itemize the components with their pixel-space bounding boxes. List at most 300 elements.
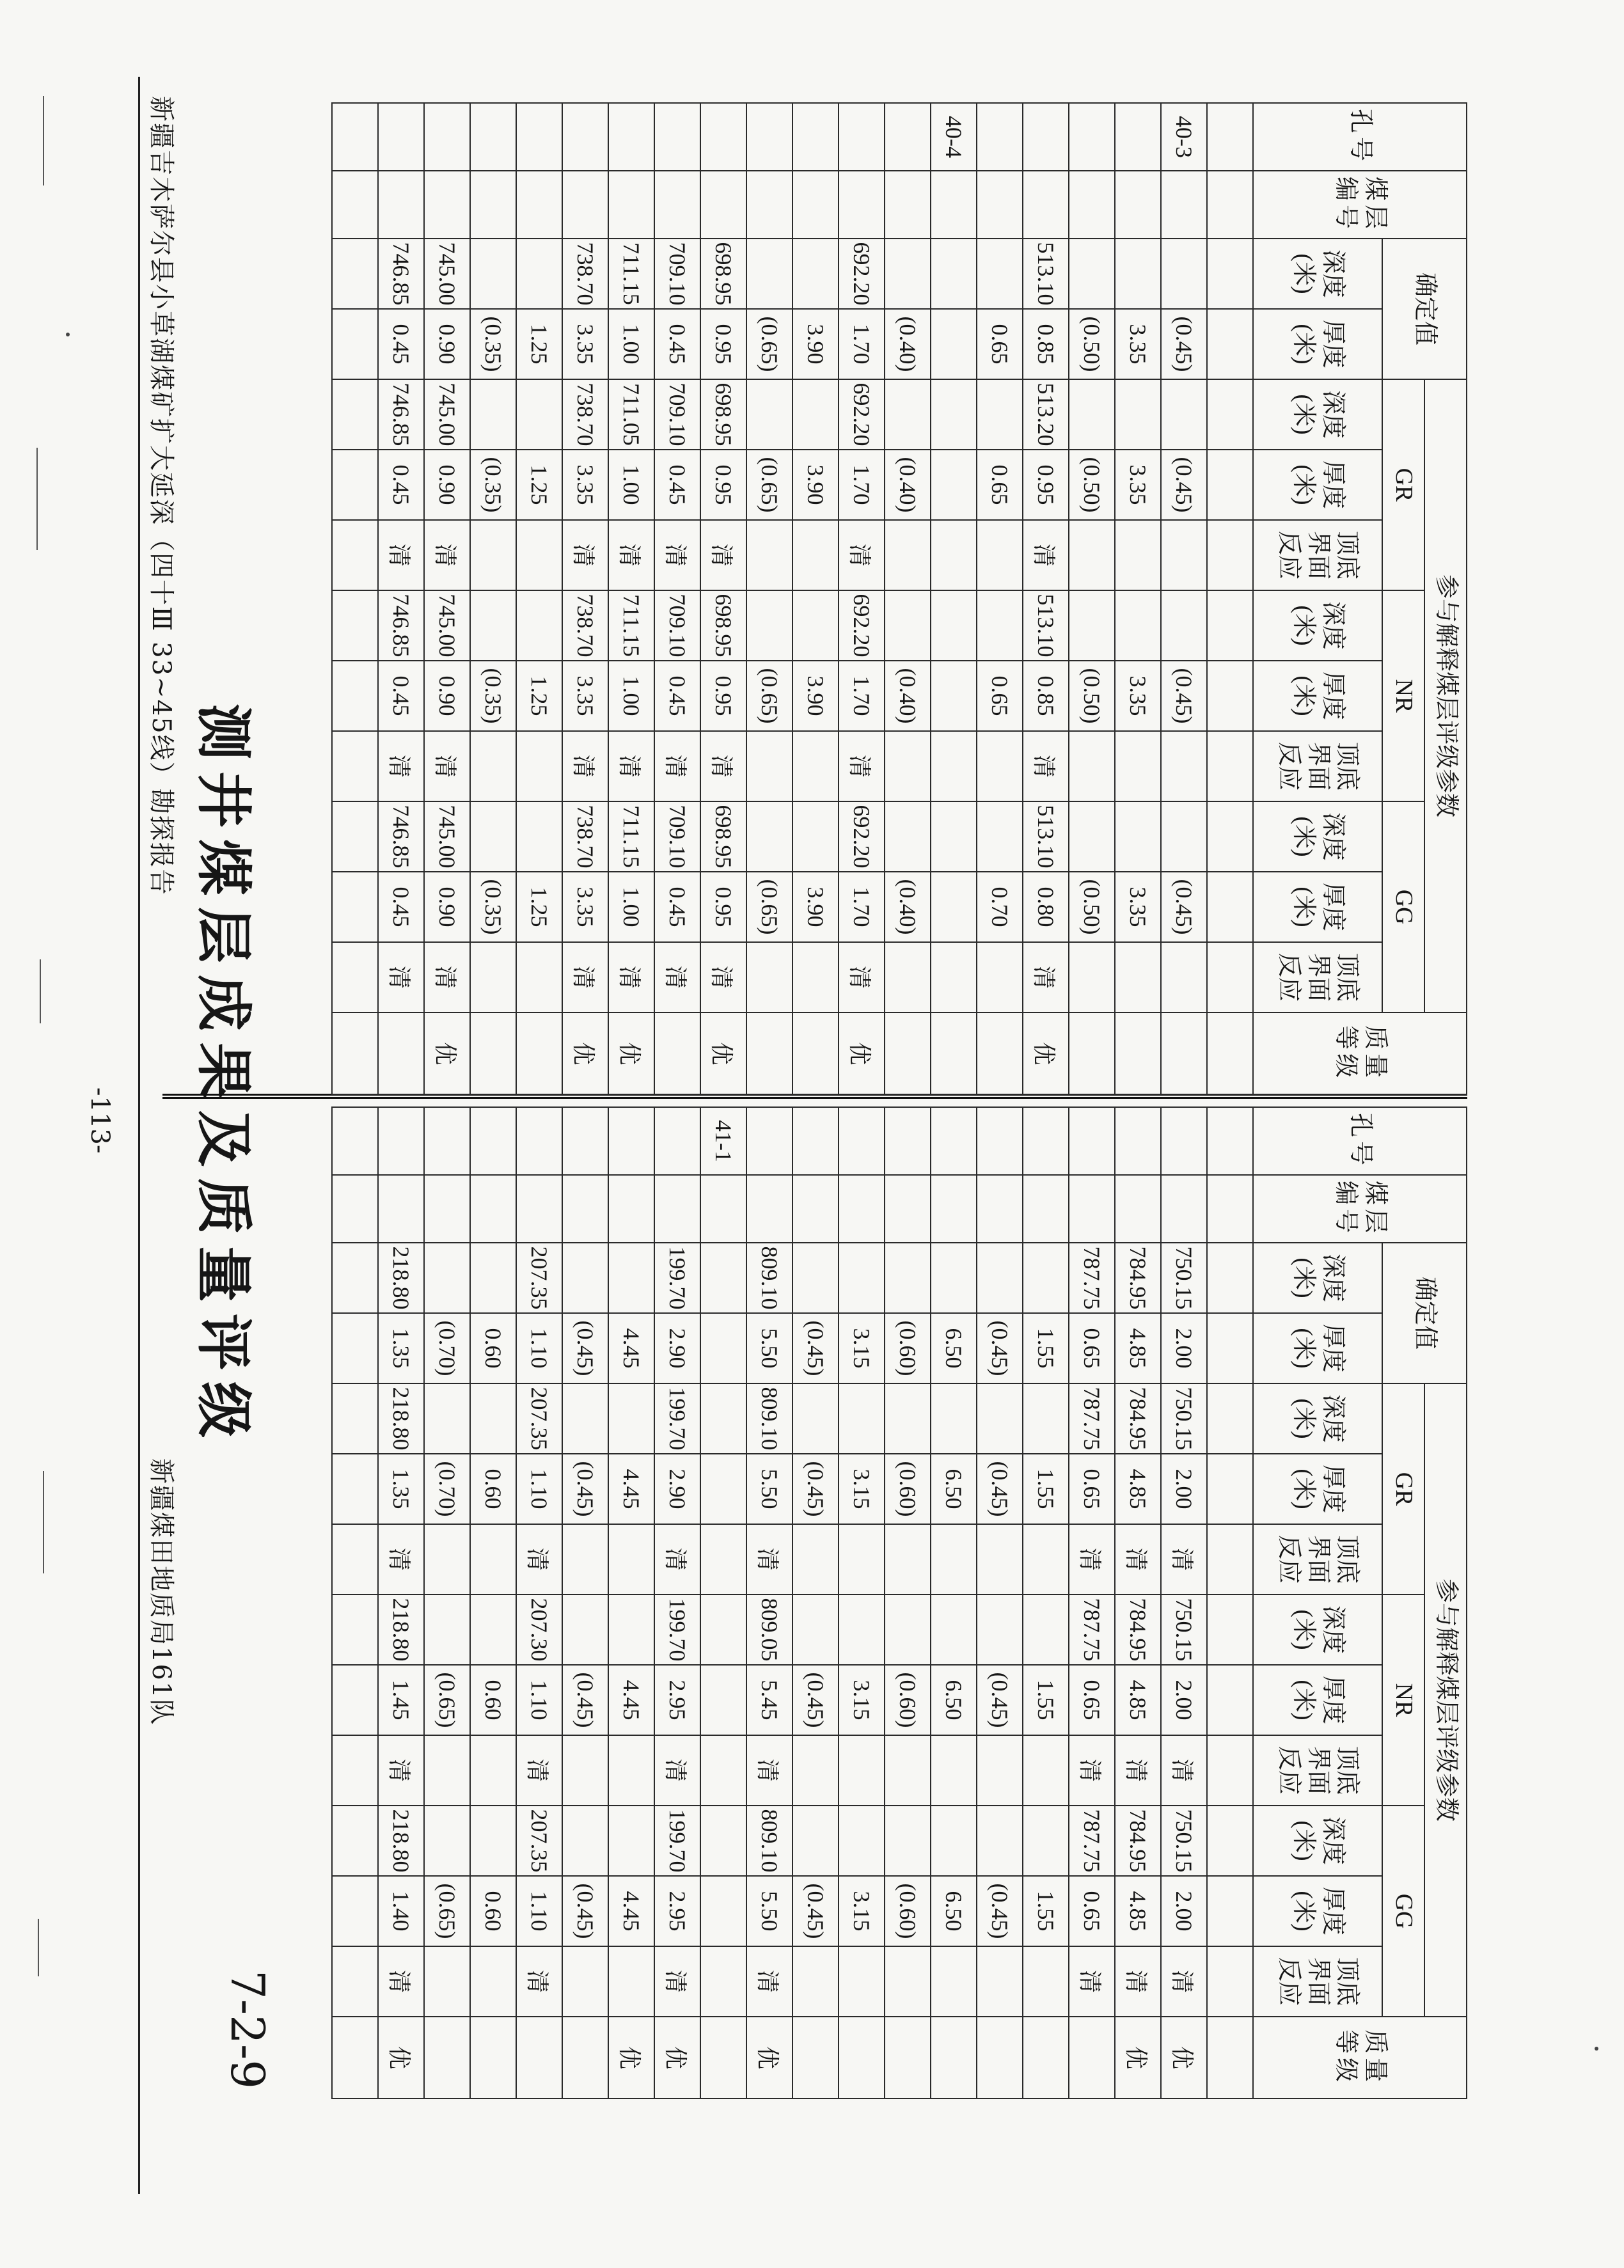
cell-nr-thickness: 0.65 (1069, 1665, 1115, 1735)
cell-quality (792, 1012, 839, 1094)
cell-gr-thickness: 5.50 (746, 1454, 792, 1524)
cell-gg-thickness: 3.90 (792, 872, 839, 942)
cell-gg-depth: 218.80 (378, 1806, 424, 1876)
cell-gr-depth: 750.15 (1161, 1383, 1207, 1454)
cell-seam (562, 171, 608, 239)
cell-thickness (1207, 309, 1253, 379)
cell-gg-boundary (470, 942, 516, 1012)
cell-depth (885, 239, 931, 309)
cell-quality: 优 (424, 1012, 470, 1094)
coal-seam-table-right (331, 1106, 1467, 2099)
cell-thickness: 0.60 (470, 1313, 516, 1383)
cell-gg-thickness: 4.85 (1115, 1876, 1161, 1946)
cell-gg-depth: 698.95 (700, 801, 746, 872)
cell-hole (1069, 103, 1115, 171)
cell-thickness: 3.35 (1115, 309, 1161, 379)
table-row (839, 103, 885, 1094)
cell-quality (746, 1012, 792, 1094)
cell-hole (470, 1107, 516, 1175)
cell-nr-boundary (792, 1735, 839, 1806)
cell-gg-thickness: 0.70 (977, 872, 1023, 942)
cell-seam (792, 1175, 839, 1243)
cell-gr-thickness: (0.40) (885, 450, 931, 520)
cell-gr-depth (1161, 379, 1207, 450)
cell-gg-boundary (1207, 1946, 1253, 2017)
cell-gr-depth (977, 379, 1023, 450)
cell-nr-depth: 784.95 (1115, 1595, 1161, 1665)
cell-gr-depth (470, 1383, 516, 1454)
cell-gg-thickness: 0.80 (1023, 872, 1069, 942)
cell-hole (562, 103, 608, 171)
cell-nr-thickness (332, 661, 378, 731)
cell-nr-boundary: 清 (562, 731, 608, 801)
cell-quality (885, 2017, 931, 2099)
cell-gr-boundary (885, 520, 931, 590)
cell-nr-boundary: 清 (746, 1735, 792, 1806)
cell-quality (1069, 1012, 1115, 1094)
cell-quality (1115, 1012, 1161, 1094)
cell-gg-depth (977, 801, 1023, 872)
cell-gg-boundary (885, 1946, 931, 2017)
scan-dot (66, 333, 70, 336)
cell-hole (332, 1107, 378, 1175)
cell-gg-depth (931, 801, 977, 872)
col-gr-boundary: 顶底界面反应 (1253, 520, 1382, 590)
cell-nr-boundary (1069, 731, 1115, 801)
cell-thickness: 0.65 (1069, 1313, 1115, 1383)
cell-quality (700, 2017, 746, 2099)
cell-nr-thickness: 0.65 (977, 661, 1023, 731)
cell-seam (1207, 1175, 1253, 1243)
cell-nr-thickness (700, 1665, 746, 1735)
cell-gg-depth: 745.00 (424, 801, 470, 872)
scan-mark (40, 959, 41, 1023)
cell-nr-boundary: 清 (378, 731, 424, 801)
cell-nr-thickness: (0.65) (424, 1665, 470, 1735)
cell-nr-thickness: 4.85 (1115, 1665, 1161, 1735)
cell-gr-boundary: 清 (654, 1524, 700, 1595)
cell-gr-thickness: 0.65 (1069, 1454, 1115, 1524)
cell-thickness: 3.35 (562, 309, 608, 379)
cell-nr-boundary (470, 731, 516, 801)
col-nr: NR (1382, 590, 1424, 801)
cell-gr-thickness: 6.50 (931, 1454, 977, 1524)
cell-nr-thickness: (0.45) (792, 1665, 839, 1735)
cell-gg-boundary: 清 (608, 942, 654, 1012)
cell-gg-boundary (332, 1946, 378, 2017)
cell-seam (1069, 1175, 1115, 1243)
cell-gg-boundary (839, 1946, 885, 2017)
cell-depth (516, 239, 562, 309)
cell-gg-boundary: 清 (746, 1946, 792, 2017)
cell-gr-depth: 784.95 (1115, 1383, 1161, 1454)
cell-gr-boundary: 清 (746, 1524, 792, 1595)
cell-hole (1069, 1107, 1115, 1175)
cell-gg-thickness (1207, 1876, 1253, 1946)
cell-gg-boundary: 清 (562, 942, 608, 1012)
cell-nr-thickness: (0.35) (470, 661, 516, 731)
cell-gr-boundary (746, 520, 792, 590)
cell-thickness: 1.10 (516, 1313, 562, 1383)
table-row (931, 1107, 977, 2099)
coal-seam-table-left (331, 102, 1467, 1095)
col-confirmed: 确定值 (1382, 239, 1467, 379)
col-gg: GG (1382, 1806, 1424, 2017)
cell-gr-depth (1069, 379, 1115, 450)
cell-thickness (700, 1313, 746, 1383)
cell-nr-thickness: 3.90 (792, 661, 839, 731)
table-row (378, 103, 424, 1094)
cell-quality (1161, 1012, 1207, 1094)
cell-quality (931, 1012, 977, 1094)
cell-gr-thickness: 1.10 (516, 1454, 562, 1524)
cell-gg-boundary (1023, 1946, 1069, 2017)
table-right-half (331, 1106, 1467, 2099)
cell-gr-boundary: 清 (562, 520, 608, 590)
cell-gr-depth (1207, 379, 1253, 450)
cell-gg-thickness: 1.00 (608, 872, 654, 942)
cell-gr-depth (1207, 1383, 1253, 1454)
cell-nr-boundary: 清 (1069, 1735, 1115, 1806)
scan-mark (43, 96, 44, 185)
cell-thickness: 0.85 (1023, 309, 1069, 379)
cell-gr-thickness (1207, 450, 1253, 520)
cell-nr-depth: 745.00 (424, 590, 470, 661)
cell-gr-boundary: 清 (1023, 520, 1069, 590)
cell-hole (654, 103, 700, 171)
cell-nr-thickness: (0.45) (977, 1665, 1023, 1735)
cell-thickness: 4.85 (1115, 1313, 1161, 1383)
table-row (1023, 103, 1069, 1094)
cell-gr-thickness (700, 1454, 746, 1524)
table-row (516, 1107, 562, 2099)
cell-thickness: 5.50 (746, 1313, 792, 1383)
cell-gg-boundary (746, 942, 792, 1012)
cell-gr-thickness: 1.00 (608, 450, 654, 520)
cell-gg-boundary: 清 (839, 942, 885, 1012)
cell-nr-depth (332, 590, 378, 661)
cell-gr-boundary (562, 1524, 608, 1595)
cell-nr-boundary (792, 731, 839, 801)
table-row (1115, 103, 1161, 1094)
table-row (562, 103, 608, 1094)
cell-depth (746, 239, 792, 309)
cell-gr-boundary (608, 1524, 654, 1595)
cell-nr-depth (608, 1595, 654, 1665)
cell-gg-thickness: 0.95 (700, 872, 746, 942)
cell-depth (977, 239, 1023, 309)
cell-nr-depth (839, 1595, 885, 1665)
cell-gr-depth (885, 1383, 931, 1454)
cell-depth (1207, 239, 1253, 309)
cell-depth (839, 1243, 885, 1313)
col-gg-boundary: 顶底界面反应 (1253, 1946, 1382, 2017)
cell-thickness: 0.45 (378, 309, 424, 379)
cell-hole: 41-1 (700, 1107, 746, 1175)
cell-gr-boundary: 清 (1161, 1524, 1207, 1595)
cell-gg-boundary (332, 942, 378, 1012)
cell-depth: 787.75 (1069, 1243, 1115, 1313)
cell-nr-boundary (562, 1735, 608, 1806)
cell-nr-thickness: 1.00 (608, 661, 654, 731)
cell-gr-boundary (470, 1524, 516, 1595)
cell-seam (700, 1175, 746, 1243)
cell-gg-depth (931, 1806, 977, 1876)
table-row (424, 103, 470, 1094)
cell-nr-depth (470, 590, 516, 661)
cell-hole (977, 103, 1023, 171)
col-gg: GG (1382, 801, 1424, 1012)
cell-nr-boundary (885, 731, 931, 801)
cell-nr-boundary (1023, 1735, 1069, 1806)
cell-quality: 优 (608, 2017, 654, 2099)
cell-gg-thickness: 0.45 (378, 872, 424, 942)
cell-quality (654, 1012, 700, 1094)
cell-thickness: 6.50 (931, 1313, 977, 1383)
cell-gg-thickness: 1.10 (516, 1876, 562, 1946)
table-row (700, 1107, 746, 2099)
cell-seam (378, 1175, 424, 1243)
cell-gr-depth: 207.35 (516, 1383, 562, 1454)
cell-thickness: 0.45 (654, 309, 700, 379)
cell-gr-boundary (700, 1524, 746, 1595)
cell-thickness: 2.00 (1161, 1313, 1207, 1383)
cell-nr-boundary (931, 731, 977, 801)
cell-quality (562, 2017, 608, 2099)
cell-seam (931, 1175, 977, 1243)
cell-gg-depth (1207, 801, 1253, 872)
cell-gg-depth (792, 801, 839, 872)
cell-gr-thickness: (0.45) (792, 1454, 839, 1524)
cell-gg-boundary (1115, 942, 1161, 1012)
cell-hole (1207, 103, 1253, 171)
cell-nr-depth (700, 1595, 746, 1665)
cell-gr-depth (792, 379, 839, 450)
cell-gg-thickness: (0.60) (885, 1876, 931, 1946)
cell-gg-boundary (977, 1946, 1023, 2017)
cell-gr-depth: 738.70 (562, 379, 608, 450)
cell-nr-thickness: 5.45 (746, 1665, 792, 1735)
cell-nr-thickness: 1.45 (378, 1665, 424, 1735)
cell-quality (1023, 2017, 1069, 2099)
cell-hole (470, 103, 516, 171)
cell-nr-depth (562, 1595, 608, 1665)
cell-nr-thickness: 6.50 (931, 1665, 977, 1735)
cell-quality (470, 1012, 516, 1094)
cell-gg-depth (977, 1806, 1023, 1876)
cell-nr-depth (885, 590, 931, 661)
cell-gr-thickness: (0.35) (470, 450, 516, 520)
cell-gr-boundary: 清 (1115, 1524, 1161, 1595)
cell-nr-boundary (1207, 1735, 1253, 1806)
table-code: 7-2-9 (221, 1970, 274, 2090)
cell-gg-thickness: (0.40) (885, 872, 931, 942)
col-nr-boundary: 顶底界面反应 (1253, 1735, 1382, 1806)
cell-thickness: 3.15 (839, 1313, 885, 1383)
cell-gg-boundary (424, 1946, 470, 2017)
col-seam: 煤层编号 (1253, 1175, 1467, 1243)
cell-gg-boundary: 清 (654, 942, 700, 1012)
col-gr: GR (1382, 379, 1424, 590)
cell-hole (885, 103, 931, 171)
col-nr-thickness: 厚度(米) (1253, 1665, 1382, 1735)
table-header (1253, 103, 1467, 1094)
col-quality: 质量等级 (1253, 1012, 1467, 1094)
cell-quality (378, 1012, 424, 1094)
cell-nr-depth (931, 590, 977, 661)
cell-nr-depth: 692.20 (839, 590, 885, 661)
cell-nr-depth (1207, 590, 1253, 661)
page-number: -113- (85, 1087, 114, 1154)
cell-gr-thickness: (0.45) (562, 1454, 608, 1524)
cell-hole (654, 1107, 700, 1175)
table-row (654, 103, 700, 1094)
cell-gr-thickness: 0.90 (424, 450, 470, 520)
cell-seam (654, 1175, 700, 1243)
cell-nr-thickness: 2.95 (654, 1665, 700, 1735)
cell-nr-boundary: 清 (700, 731, 746, 801)
cell-quality (931, 2017, 977, 2099)
cell-gr-thickness: 0.45 (378, 450, 424, 520)
cell-nr-thickness: 3.35 (562, 661, 608, 731)
cell-gg-depth: 746.85 (378, 801, 424, 872)
col-gr-thickness: 厚度(米) (1253, 450, 1382, 520)
cell-thickness (332, 1313, 378, 1383)
cell-depth (1207, 1243, 1253, 1313)
cell-hole (1023, 103, 1069, 171)
cell-nr-depth: 711.15 (608, 590, 654, 661)
cell-gg-depth (562, 1806, 608, 1876)
cell-nr-thickness: (0.50) (1069, 661, 1115, 731)
table-row (562, 1107, 608, 2099)
cell-nr-depth (1207, 1595, 1253, 1665)
scan-mark (43, 1471, 44, 1573)
cell-gg-depth: 809.10 (746, 1806, 792, 1876)
cell-depth: 207.35 (516, 1243, 562, 1313)
cell-hole (608, 103, 654, 171)
cell-gr-thickness: 0.65 (977, 450, 1023, 520)
cell-nr-boundary (1161, 731, 1207, 801)
cell-nr-boundary: 清 (839, 731, 885, 801)
cell-nr-boundary: 清 (424, 731, 470, 801)
cell-gr-boundary (332, 1524, 378, 1595)
cell-gg-thickness: 1.55 (1023, 1876, 1069, 1946)
cell-depth (332, 239, 378, 309)
cell-seam (746, 171, 792, 239)
cell-gg-depth: 207.35 (516, 1806, 562, 1876)
cell-seam (839, 1175, 885, 1243)
cell-nr-depth (516, 590, 562, 661)
cell-thickness: (0.40) (885, 309, 931, 379)
cell-gr-thickness (1207, 1454, 1253, 1524)
cell-nr-depth: 218.80 (378, 1595, 424, 1665)
cell-gg-depth (332, 1806, 378, 1876)
table-row (424, 1107, 470, 2099)
col-nr-depth: 深度(米) (1253, 1595, 1382, 1665)
cell-thickness: 1.00 (608, 309, 654, 379)
cell-gg-thickness: 5.50 (746, 1876, 792, 1946)
cell-gr-thickness: 2.00 (1161, 1454, 1207, 1524)
cell-gg-boundary: 清 (1069, 1946, 1115, 2017)
col-gr-depth: 深度(米) (1253, 379, 1382, 450)
cell-gg-depth: 199.70 (654, 1806, 700, 1876)
document-header-left: 新疆吉木萨尔县小草湖煤矿扩大延深（四十Ⅲ 33~45线）勘探报告 (146, 96, 176, 896)
cell-gr-thickness: 0.95 (1023, 450, 1069, 520)
cell-gg-depth (424, 1806, 470, 1876)
cell-seam (746, 1175, 792, 1243)
cell-gg-boundary (1161, 942, 1207, 1012)
scan-mark (36, 448, 38, 550)
col-hole: 孔号 (1253, 1107, 1467, 1175)
cell-quality (516, 2017, 562, 2099)
cell-quality: 优 (562, 1012, 608, 1094)
cell-nr-depth (1115, 590, 1161, 661)
cell-nr-boundary: 清 (516, 1735, 562, 1806)
col-thickness: 厚度(米) (1253, 1313, 1382, 1383)
cell-nr-depth: 698.95 (700, 590, 746, 661)
cell-nr-depth: 746.85 (378, 590, 424, 661)
cell-gr-boundary (1161, 520, 1207, 590)
cell-gg-thickness: (0.35) (470, 872, 516, 942)
cell-thickness: (0.50) (1069, 309, 1115, 379)
cell-thickness: 4.45 (608, 1313, 654, 1383)
cell-seam (332, 1175, 378, 1243)
cell-quality (1207, 2017, 1253, 2099)
cell-nr-depth: 709.10 (654, 590, 700, 661)
cell-hole (1115, 103, 1161, 171)
table-row (608, 1107, 654, 2099)
cell-nr-depth (792, 590, 839, 661)
cell-seam (1023, 1175, 1069, 1243)
cell-depth: 711.15 (608, 239, 654, 309)
cell-nr-boundary (332, 1735, 378, 1806)
cell-seam (931, 171, 977, 239)
cell-gr-boundary: 清 (378, 1524, 424, 1595)
cell-gg-thickness: 1.70 (839, 872, 885, 942)
cell-gr-boundary: 清 (424, 520, 470, 590)
cell-gg-thickness: 3.35 (562, 872, 608, 942)
cell-gg-thickness: 2.95 (654, 1876, 700, 1946)
cell-depth (792, 1243, 839, 1313)
cell-gg-boundary (516, 942, 562, 1012)
cell-quality (977, 2017, 1023, 2099)
cell-nr-thickness (931, 661, 977, 731)
cell-depth (1069, 239, 1115, 309)
cell-gr-thickness: 4.85 (1115, 1454, 1161, 1524)
cell-gr-depth (746, 379, 792, 450)
cell-nr-thickness: 3.35 (1115, 661, 1161, 731)
cell-nr-depth (1069, 590, 1115, 661)
cell-depth (931, 239, 977, 309)
cell-thickness: (0.35) (470, 309, 516, 379)
cell-thickness: (0.45) (1161, 309, 1207, 379)
cell-thickness: (0.45) (792, 1313, 839, 1383)
cell-hole (424, 103, 470, 171)
cell-gr-boundary (332, 520, 378, 590)
cell-gg-boundary (700, 1946, 746, 2017)
cell-gg-depth: 738.70 (562, 801, 608, 872)
cell-gg-depth: 709.10 (654, 801, 700, 872)
cell-depth: 738.70 (562, 239, 608, 309)
cell-nr-depth (885, 1595, 931, 1665)
cell-gr-depth (332, 379, 378, 450)
cell-nr-depth: 750.15 (1161, 1595, 1207, 1665)
cell-hole (378, 103, 424, 171)
table-row (654, 1107, 700, 2099)
cell-hole (608, 1107, 654, 1175)
col-hole: 孔号 (1253, 103, 1467, 171)
cell-thickness: (0.65) (746, 309, 792, 379)
